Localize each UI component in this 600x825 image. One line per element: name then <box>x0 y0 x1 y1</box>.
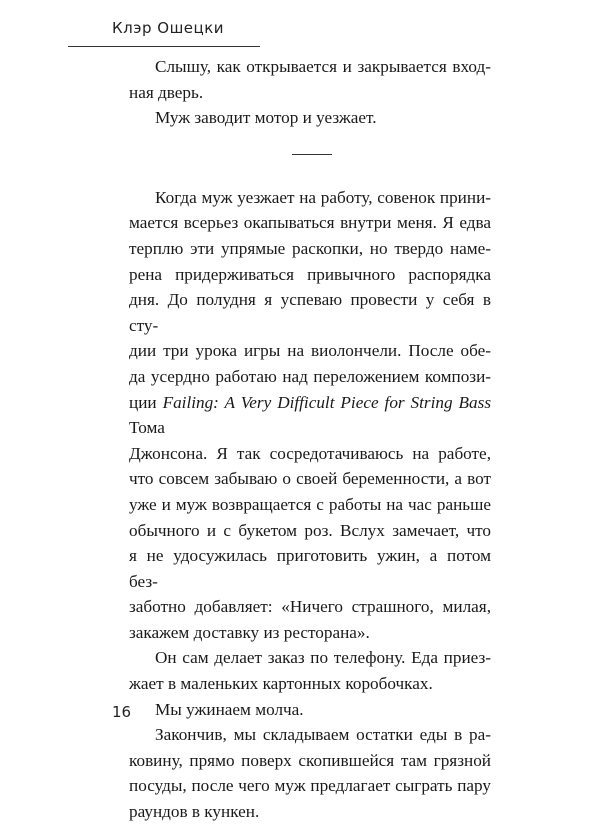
paragraph <box>129 105 491 131</box>
text-line: ковину, прямо поверх скопившейся там грязной <box>129 750 491 770</box>
text-line: что совсем забываю о своей беременности, а вот <box>129 469 491 489</box>
header-rule <box>68 46 260 47</box>
page-number: 16 <box>112 703 132 721</box>
text-line: раундов в кункен. <box>129 802 260 822</box>
paragraph <box>129 697 491 723</box>
text-line: Когда муж уезжает на работу, совенок прини- <box>155 187 491 207</box>
text-line: Слышу, как открывается и закрывается вход- <box>155 57 491 76</box>
text-line: Закончив, мы складываем остатки еды в ра- <box>155 725 491 745</box>
text-line: мается всерьез окапываться внутри меня. Я едва <box>129 213 491 233</box>
composition-title: Failing: A Very Difficult Piece for String Bass <box>162 392 492 412</box>
text-line: жает в маленьких картонных коробочках. <box>129 674 433 694</box>
running-head: Клэр Ошецки <box>112 19 225 37</box>
paragraph <box>129 645 491 696</box>
text-line: закажем доставку из ресторана». <box>129 622 370 642</box>
text-line: я не удосужилась приготовить ужин, а потом без- <box>129 546 491 591</box>
text-line: да усердно работаю над переложением компози- <box>129 366 491 386</box>
text-line: терплю эти упрямые раскопки, но твердо наме- <box>129 238 491 258</box>
text-line: Джонсона. Я так сосредотачиваюсь на работе, <box>129 443 491 463</box>
text-line <box>129 390 491 441</box>
text-line: Мы ужинаем молча. <box>155 699 304 719</box>
text-span: ции <box>129 392 157 412</box>
text-line: заботно добавляет: «Ничего страшного, милая, <box>129 597 491 617</box>
text-line: ная дверь. <box>129 82 204 102</box>
text-line: посуды, после чего муж предлагает сыграть пару <box>129 776 491 796</box>
text-span: Тома <box>129 418 165 438</box>
paragraph <box>129 722 491 824</box>
text-line: дня. До полудня я успеваю провести у себя в сту- <box>129 290 491 335</box>
section-break-rule <box>292 154 332 155</box>
text-line: дии три урока игры на виолончели. После обе- <box>129 341 491 361</box>
paragraph <box>129 54 491 105</box>
text-line: уже и муж возвращается с работы на час раньше <box>129 494 491 514</box>
body-text <box>129 54 491 825</box>
text-line: рена придерживаться привычного распорядка <box>129 264 491 284</box>
paragraph <box>129 185 491 646</box>
text-line: Муж заводит мотор и уезжает. <box>155 108 377 128</box>
text-line: Он сам делает заказ по телефону. Еда приез- <box>155 648 491 668</box>
text-line: обычного и с букетом роз. Вслух замечает, что <box>129 520 491 540</box>
